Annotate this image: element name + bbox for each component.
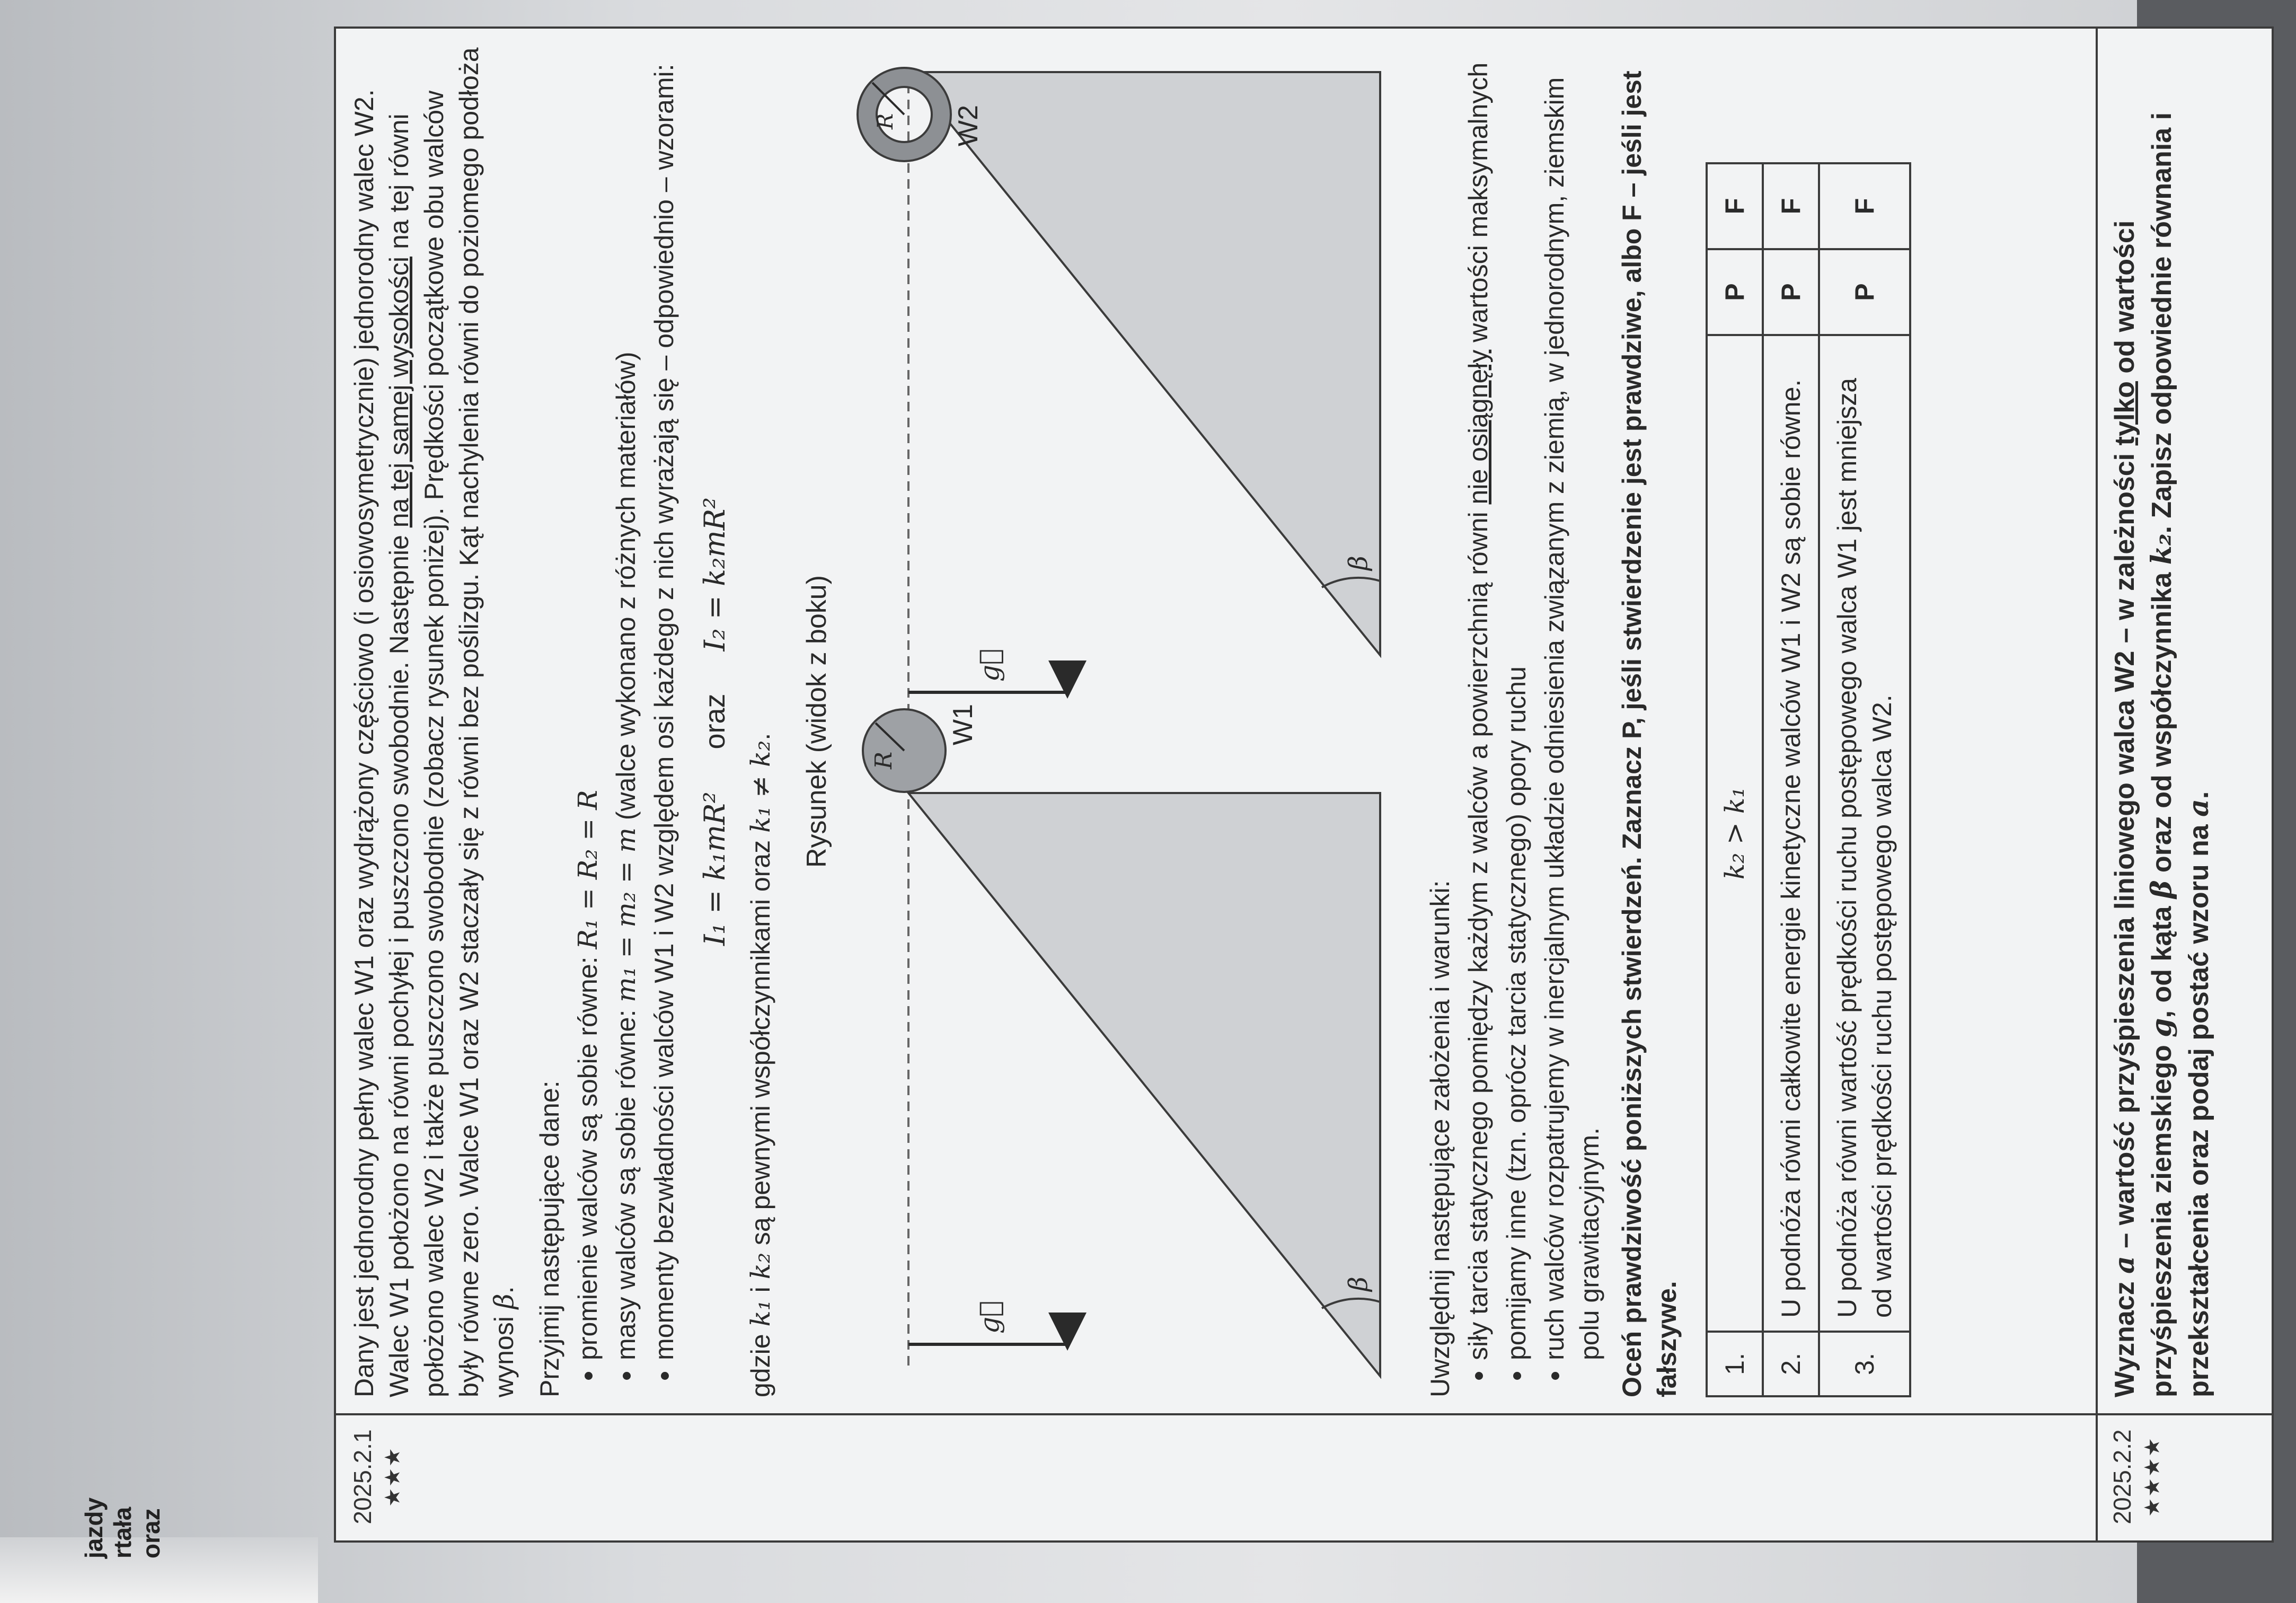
task1-id-cell xyxy=(347,1413,407,1540)
statement-row xyxy=(1819,163,1910,1396)
math-text: m₁ = m₂ = m xyxy=(611,827,641,1002)
task-number: 2025.2.2 xyxy=(2108,1429,2136,1525)
underlined-text: tylko xyxy=(2109,381,2140,446)
statements-table xyxy=(1706,162,1911,1397)
math-text: k₁ ≠ k₂ xyxy=(745,740,776,833)
given-list xyxy=(570,46,682,1397)
label-w2: W2 xyxy=(953,105,984,146)
assumption-item xyxy=(1499,46,1534,1360)
text-run: wartości maksymalnych xyxy=(1463,62,1493,350)
angle-label-right: β xyxy=(1344,556,1373,570)
given-item xyxy=(647,46,682,1360)
math-text: k₂ xyxy=(745,1252,776,1280)
text-run: Wyznacz xyxy=(2109,1273,2140,1397)
underlined-text: na tej samej wysokości xyxy=(384,256,414,528)
statement-number: 2. xyxy=(1763,1332,1819,1396)
option-true[interactable]: P xyxy=(1707,249,1763,335)
book-page xyxy=(159,0,2296,1585)
text-run: na tej równi położono walec W2 i także puszczono swobodnie (zobacz rysunek poniżej). Prędkości początkowe obu walców były równe zero. Walce W1 oraz W2 staczały się z równi bez poślizgu. Kąt nachylenia równi do poziomego podłoża wynosi xyxy=(384,47,519,1397)
math-text: R₁ = R₂ = R xyxy=(572,790,603,949)
given-label: Przyjmij następujące dane: xyxy=(535,1080,564,1397)
text-run: . xyxy=(2184,791,2214,799)
task2-content xyxy=(2106,46,2228,1397)
text-run: pomijamy inne (tzn. oprócz tarcia statycznego) opory ruchu xyxy=(1502,666,1531,1360)
radius-label-w1: R xyxy=(870,751,897,769)
text-run: oraz od współczynnika xyxy=(2147,565,2177,880)
text-run: są pewnymi współczynnikami oraz xyxy=(746,833,775,1253)
assumption-item xyxy=(1537,46,1607,1360)
text-run: . xyxy=(746,733,775,741)
text-run: promienie walców są sobie równe: xyxy=(573,949,603,1360)
text-run: (walce wykonano z różnych materiałów) xyxy=(611,351,641,828)
text-run: siły tarcia statycznego pomiędzy każdym z walców a powierzchnią równi xyxy=(1463,504,1493,1360)
text-run: Dany jest jednorodny pełny walec W1 oraz wydrążony częściowo (i osiowosymetrycznie) jednorodny walec W2. Walec W1 położono na równi pochyłej i puszczono swobodnie. Następnie xyxy=(349,89,414,1397)
formula-and: oraz xyxy=(699,693,731,750)
spine-line: rtała xyxy=(109,1507,136,1558)
underlined-text: nie osiągnęły xyxy=(1463,349,1493,505)
label-w1: W1 xyxy=(948,704,978,745)
difficulty-stars: ★★★★ xyxy=(2141,1437,2164,1517)
true-false-instruction: Oceń prawdziwość poniższych stwierdzeń. Zaznacz P, jeśli stwierdzenie jest prawdziwe, albo F – jeśli jest fałszywe. xyxy=(1617,71,1682,1397)
assumption-item xyxy=(1461,46,1496,1360)
coefficients-note xyxy=(743,46,778,1397)
assumptions-label: Uwzględnij następujące założenia i warunki: xyxy=(1425,880,1455,1397)
statement-row xyxy=(1707,163,1763,1396)
math-text: g xyxy=(2145,1018,2178,1037)
radius-label-w2: R xyxy=(873,113,898,129)
column-divider xyxy=(336,1413,2272,1415)
gravity-label-left: g⃗ xyxy=(974,1300,1005,1334)
formula-i1: I₁ = k₁mR² xyxy=(698,791,731,946)
math-text: k₁ xyxy=(745,1300,776,1327)
task-divider xyxy=(2096,29,2098,1540)
math-text: β xyxy=(2145,880,2178,899)
spine-text xyxy=(80,1498,165,1558)
gravity-label-right: g⃗ xyxy=(974,648,1005,682)
given-item xyxy=(608,46,643,1360)
statement-row xyxy=(1763,163,1819,1396)
figure-title: Rysunek (widok z boku) xyxy=(801,575,832,868)
assumptions-list xyxy=(1461,46,1607,1397)
text-run: masy walców są sobie równe: xyxy=(611,1002,641,1360)
text-run: ruch walców rozpatrujemy w inercjalnym układzie odniesienia związanym z ziemią, w jednorodnym, ziemskim polu grawitacyjnym. xyxy=(1540,77,1604,1360)
task1-content xyxy=(347,46,1922,1397)
task2-id-cell xyxy=(2106,1413,2167,1540)
task1-intro xyxy=(347,46,522,1397)
difficulty-stars: ★★★ xyxy=(381,1447,404,1507)
option-true[interactable]: P xyxy=(1763,249,1819,335)
incline-left xyxy=(908,793,1380,1376)
statement-text: U podnóża równi wartość prędkości ruchu postępowego walca W1 jest mniejsza od wartości prędkości ruchu postępowego walca W2. xyxy=(1819,335,1910,1332)
angle-label-left: β xyxy=(1344,1276,1373,1291)
text-run: – wartość przyśpieszenia liniowego walca W2 – w zależności xyxy=(2109,445,2140,1256)
option-false[interactable]: F xyxy=(1707,163,1763,249)
math-text: k₂ xyxy=(2145,533,2178,565)
inertia-formulas xyxy=(697,46,732,1397)
task-sheet xyxy=(334,27,2274,1543)
given-item xyxy=(570,46,605,1360)
math-text: β xyxy=(489,1293,519,1309)
math-text: a xyxy=(2183,799,2215,817)
statement-text: k₂ > k₁ xyxy=(1707,335,1763,1332)
text-run: . xyxy=(489,1286,519,1294)
option-true[interactable]: P xyxy=(1819,249,1910,335)
text-run: od wartości przyśpieszenia ziemskiego xyxy=(2109,220,2177,1397)
spine-line: jazdy xyxy=(80,1497,108,1558)
task-number: 2025.2.1 xyxy=(349,1429,376,1525)
statement-number: 1. xyxy=(1707,1332,1763,1396)
text-run: . Zapisz odpowiednie równania i przekształcenia oraz podaj postać wzoru na xyxy=(2147,112,2214,1397)
text-run: gdzie xyxy=(746,1326,775,1397)
formula-i2: I₂ = k₂mR² xyxy=(698,497,731,651)
incline-diagram xyxy=(845,46,1407,1397)
incline-figure xyxy=(845,46,1407,1397)
statement-text: U podnóża równi całkowite energie kinetyczne walców W1 i W2 są sobie równe. xyxy=(1763,335,1819,1332)
option-false[interactable]: F xyxy=(1763,163,1819,249)
text-run: , od kąta xyxy=(2147,899,2177,1018)
option-false[interactable]: F xyxy=(1819,163,1910,249)
text-run: i xyxy=(746,1279,775,1300)
text-run: momenty bezwładności walców W1 i W2 względem osi każdego z nich wyrażają się – odpowiednio – wzorami: xyxy=(649,64,679,1360)
incline-right xyxy=(908,72,1380,655)
spine-line: oraz xyxy=(137,1508,165,1558)
statement-number: 3. xyxy=(1819,1332,1910,1396)
math-text: a xyxy=(2108,1256,2141,1274)
task2-text xyxy=(2106,46,2218,1397)
